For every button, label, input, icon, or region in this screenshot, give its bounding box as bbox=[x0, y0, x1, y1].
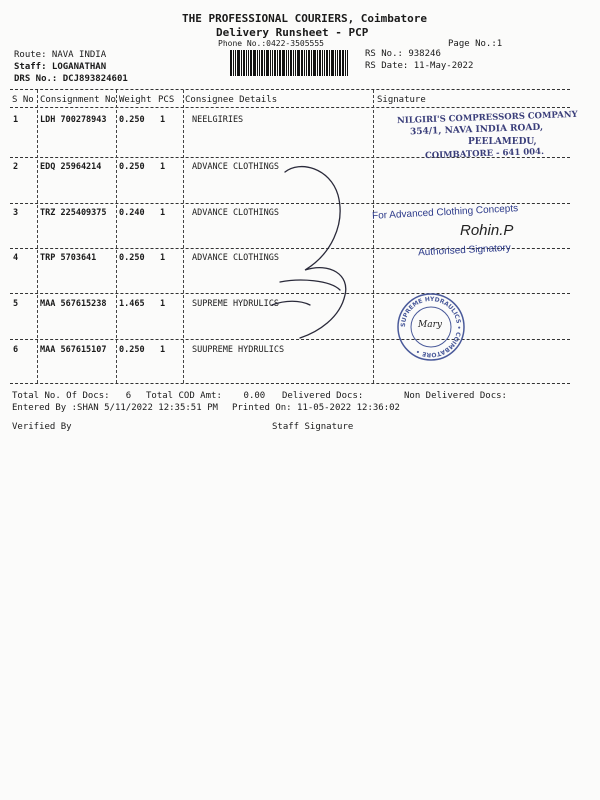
barcode-bar bbox=[301, 50, 303, 76]
barcode-bar bbox=[233, 50, 234, 76]
barcode-bar bbox=[313, 50, 316, 76]
row-sno: 6 bbox=[13, 345, 19, 355]
table-bottom-rule bbox=[10, 383, 570, 384]
barcode-bar bbox=[274, 50, 276, 76]
barcode-bar bbox=[293, 50, 294, 76]
row-consignee: ADVANCE CLOTHINGS bbox=[192, 162, 279, 172]
barcode-bar bbox=[345, 50, 346, 76]
row-consignee: SUPREME HYDRULICS bbox=[192, 299, 279, 309]
barcode bbox=[230, 50, 360, 76]
column-header-pcs: PCS bbox=[158, 95, 175, 105]
barcode-bar bbox=[329, 50, 330, 76]
row-weight: 0.250 bbox=[119, 162, 145, 172]
row-weight: 1.465 bbox=[119, 299, 145, 309]
barcode-bar bbox=[290, 50, 292, 76]
row-weight: 0.240 bbox=[119, 208, 145, 218]
barcode-bar bbox=[246, 50, 247, 76]
barcode-bar bbox=[272, 50, 273, 76]
table-header-rule bbox=[10, 107, 570, 108]
stamp-line: For Advanced Clothing Concepts bbox=[371, 203, 519, 222]
row-consignee: SUUPREME HYDRULICS bbox=[192, 345, 285, 355]
barcode-bar bbox=[335, 50, 336, 76]
rs-date: RS Date: 11-May-2022 bbox=[365, 61, 474, 71]
barcode-bar bbox=[297, 50, 300, 76]
column-header-consignment: Consignment No bbox=[40, 95, 116, 105]
row-consignee: ADVANCE CLOTHINGS bbox=[192, 208, 279, 218]
total-docs: Total No. Of Docs: 6 bbox=[12, 391, 132, 401]
row-divider bbox=[10, 293, 570, 294]
delivered-docs: Delivered Docs: bbox=[282, 391, 364, 401]
column-header-consignee: Consignee Details bbox=[185, 95, 278, 105]
row-weight: 0.250 bbox=[119, 253, 145, 263]
stamp-line: PEELAMEDU, bbox=[468, 137, 537, 147]
seal-signature: Mary bbox=[418, 320, 442, 330]
barcode-bar bbox=[235, 50, 236, 76]
column-header-weight: Weight bbox=[119, 95, 152, 105]
barcode-bar bbox=[279, 50, 281, 76]
staff: Staff: LOGANATHAN bbox=[14, 62, 107, 72]
barcode-bar bbox=[319, 50, 321, 76]
supreme-hydraulics-seal bbox=[396, 292, 466, 362]
stamp-line: Authorised Signatory bbox=[417, 242, 512, 259]
row-sno: 2 bbox=[13, 162, 19, 172]
barcode-bar bbox=[243, 50, 245, 76]
company-title: THE PROFESSIONAL COURIERS, Coimbatore bbox=[182, 12, 428, 25]
svg-text:SUPREME HYDRAULICS • COIMBATOR: SUPREME HYDRAULICS • COIMBATORE • bbox=[399, 295, 463, 359]
barcode-bar bbox=[241, 50, 242, 76]
barcode-bar bbox=[257, 50, 258, 76]
row-sno: 1 bbox=[13, 115, 19, 125]
route: Route: NAVA INDIA bbox=[14, 50, 107, 60]
stamp-line: 354/1, NAVA INDIA ROAD, bbox=[409, 122, 544, 138]
drs-number: DRS No.: DCJ893824601 bbox=[14, 74, 128, 84]
row-consignment: TRZ 225409375 bbox=[40, 208, 107, 218]
barcode-bar bbox=[266, 50, 269, 76]
row-consignment: LDH 700278943 bbox=[40, 115, 107, 125]
table-top-rule bbox=[10, 89, 570, 90]
column-divider bbox=[37, 90, 38, 383]
barcode-bar bbox=[342, 50, 344, 76]
column-divider bbox=[183, 90, 184, 383]
verified-by: Verified By bbox=[12, 422, 72, 432]
barcode-bar bbox=[304, 50, 305, 76]
row-consignee: NEELGIRIES bbox=[192, 115, 244, 125]
row-consignment: MAA 567615238 bbox=[40, 299, 107, 309]
row-sno: 3 bbox=[13, 208, 19, 218]
barcode-bar bbox=[282, 50, 285, 76]
row-sno: 4 bbox=[13, 253, 19, 263]
row-divider bbox=[10, 339, 570, 340]
row-pcs: 1 bbox=[160, 299, 166, 309]
total-cod-amount: Total COD Amt: 0.00 bbox=[146, 391, 266, 401]
barcode-bar bbox=[331, 50, 334, 76]
entered-by: Entered By :SHAN 5/11/2022 12:35:51 PM bbox=[12, 403, 218, 413]
row-sno: 5 bbox=[13, 299, 19, 309]
sheet-title: Delivery Runsheet - PCP bbox=[216, 26, 369, 39]
barcode-bar bbox=[248, 50, 249, 76]
row-consignment: TRP 5703641 bbox=[40, 253, 97, 263]
barcode-bar bbox=[347, 50, 348, 76]
barcode-bar bbox=[324, 50, 325, 76]
barcode-bar bbox=[261, 50, 263, 76]
barcode-bar bbox=[270, 50, 271, 76]
row-consignment: EDQ 25964214 bbox=[40, 162, 102, 172]
row-weight: 0.250 bbox=[119, 345, 145, 355]
row-pcs: 1 bbox=[160, 115, 166, 125]
barcode-bar bbox=[264, 50, 265, 76]
barcode-bar bbox=[237, 50, 240, 76]
barcode-bar bbox=[339, 50, 341, 76]
barcode-bar bbox=[253, 50, 256, 76]
stamp-line: COIMBATORE - 641 004. bbox=[424, 146, 545, 162]
staff-signature: Staff Signature bbox=[272, 422, 354, 432]
barcode-bar bbox=[311, 50, 312, 76]
row-pcs: 1 bbox=[160, 253, 166, 263]
barcode-bar bbox=[326, 50, 328, 76]
barcode-bar bbox=[286, 50, 287, 76]
row-weight: 0.250 bbox=[119, 115, 145, 125]
phone-number: Phone No.:0422-3505555 bbox=[218, 39, 324, 48]
barcode-bar bbox=[308, 50, 310, 76]
barcode-bar bbox=[322, 50, 323, 76]
barcode-bar bbox=[288, 50, 289, 76]
barcode-bar bbox=[337, 50, 338, 76]
row-pcs: 1 bbox=[160, 208, 166, 218]
barcode-bar bbox=[259, 50, 260, 76]
rs-number: RS No.: 938246 bbox=[365, 49, 441, 59]
barcode-bar bbox=[295, 50, 296, 76]
column-header-sno: S No bbox=[12, 95, 34, 105]
barcode-bar bbox=[277, 50, 278, 76]
barcode-bar bbox=[317, 50, 318, 76]
non-delivered-docs: Non Delivered Docs: bbox=[404, 391, 507, 401]
column-divider bbox=[116, 90, 117, 383]
row-pcs: 1 bbox=[160, 345, 166, 355]
row-consignee: ADVANCE CLOTHINGS bbox=[192, 253, 279, 263]
barcode-bar bbox=[250, 50, 252, 76]
page-number: Page No.:1 bbox=[448, 39, 503, 49]
barcode-bar bbox=[306, 50, 307, 76]
printed-on: Printed On: 11-05-2022 12:36:02 bbox=[232, 403, 400, 413]
row-pcs: 1 bbox=[160, 162, 166, 172]
row-consignment: MAA 567615107 bbox=[40, 345, 107, 355]
signature-scrawl: Rohin.P bbox=[460, 222, 514, 239]
stamp-line: NILGIRI'S COMPRESSORS COMPANY bbox=[396, 109, 578, 127]
column-divider bbox=[373, 90, 374, 383]
column-header-signature: Signature bbox=[377, 95, 426, 105]
barcode-bar bbox=[230, 50, 232, 76]
